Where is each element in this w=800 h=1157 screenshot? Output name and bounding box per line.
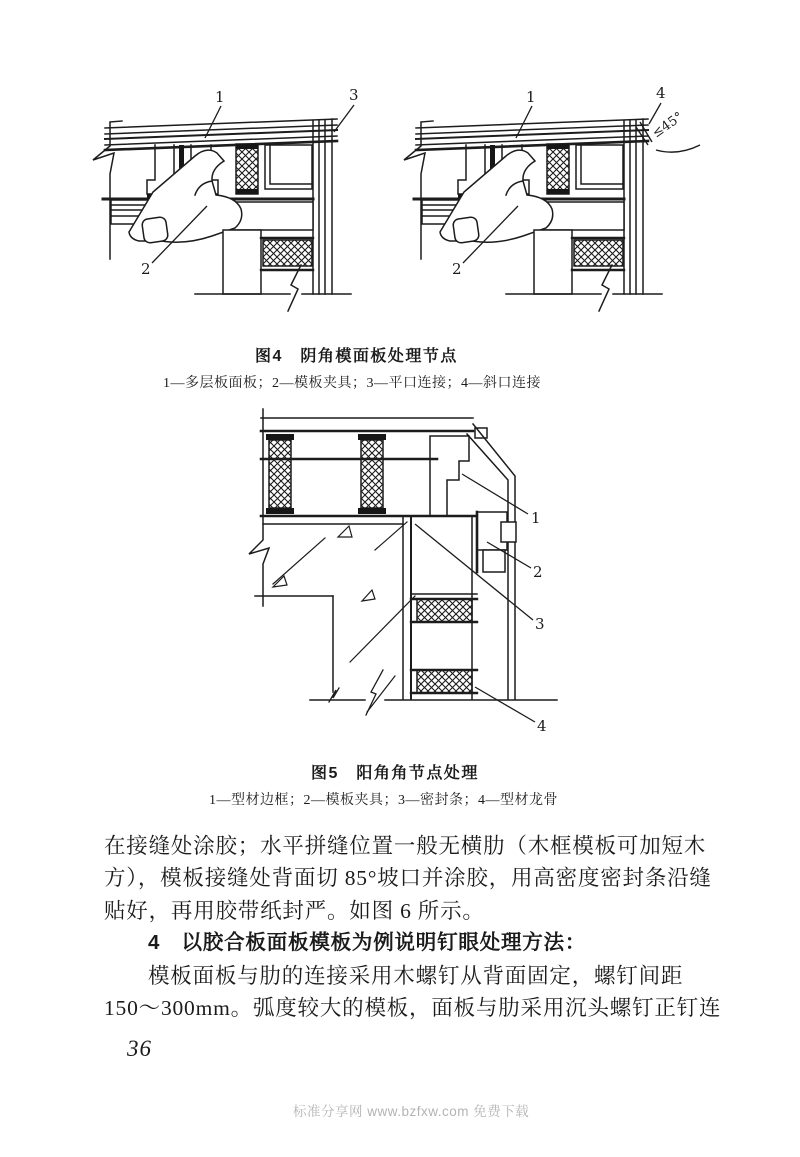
- footer-watermark: 标准分享网 www.bzfxw.com 免费下载: [293, 1104, 530, 1119]
- figure4-right-label-4: 4: [656, 84, 666, 102]
- body-text: [104, 830, 724, 1024]
- body-line: 方），模板接缝处背面切 85°坡口并涂胶，用高密度密封条沿缝: [104, 866, 712, 891]
- figure5-label-3: 3: [535, 615, 545, 633]
- figure5-caption: 图5 阳角角节点处理: [311, 765, 479, 782]
- figure4-legend: 1—多层板面板；2—模板夹具；3—平口连接；4—斜口连接: [163, 376, 541, 391]
- body-line: 在接缝处涂胶；水平拼缝位置一般无横肋（木框模板可加短木: [104, 834, 707, 858]
- figure4-left-diagram: [95, 82, 395, 332]
- figure5-label-4: 4: [537, 717, 547, 735]
- figure5-label-2: 2: [533, 563, 543, 581]
- figure4-right-label-2: 2: [452, 260, 462, 278]
- figure4-left-label-3: 3: [349, 86, 359, 104]
- figure4-right-diagram: [398, 82, 713, 332]
- figure4-right-label-1: 1: [526, 88, 536, 106]
- page-number: 36: [127, 1036, 152, 1061]
- figure5-diagram: [225, 404, 575, 756]
- figure5-legend: 1—型材边框；2—模板夹具；3—密封条；4—型材龙骨: [209, 793, 558, 808]
- body-line: 150～300mm。弧度较大的模板，面板与肋采用沉头螺钉正钉连: [104, 995, 722, 1020]
- body-clause-line: 4 以胶合板面板模板为例说明钉眼处理方法：: [148, 931, 587, 955]
- figure4-caption: 图4 阴角模面板处理节点: [255, 348, 458, 365]
- body-line: 模板面板与肋的连接采用木螺钉从背面固定，螺钉间距: [148, 963, 684, 988]
- figure4-angle-note: ≤45°: [649, 109, 687, 142]
- body-line: 贴好，再用胶带纸封严。如图 6 所示。: [104, 898, 485, 923]
- figure4-left-label-2: 2: [141, 260, 151, 278]
- figure5-label-1: 1: [531, 509, 541, 527]
- figure4-left-label-1: 1: [215, 88, 225, 106]
